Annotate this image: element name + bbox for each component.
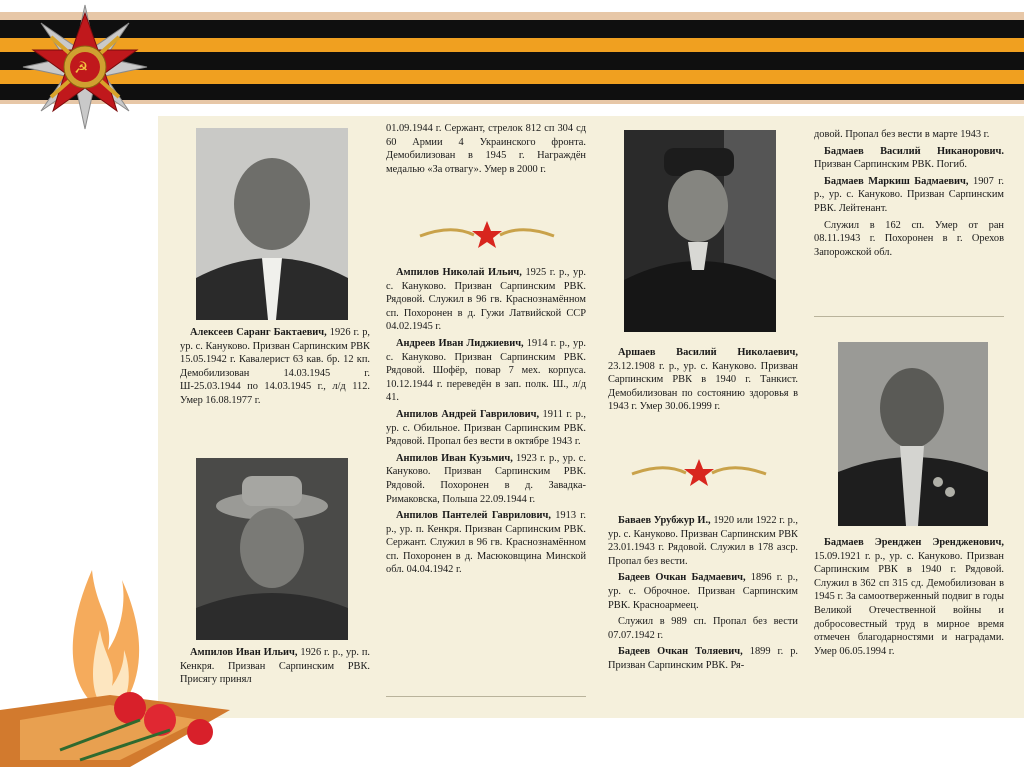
entry-text: Призван Сарпинским РВК. Погиб. [814, 159, 967, 171]
entry-column-3-main [608, 514, 798, 676]
column-divider [814, 316, 1004, 317]
entry-text: Служил в 162 сп. Умер от ран 08.11.1943 г. Похоронен в г. Орехов Запорожской обл. [814, 219, 1004, 258]
entry-text: 15.09.1921 г. р., ур. с. Кануково. Призван Сарпинским РВК в 1940 г. Рядовой. Служил в 362 сп 315 сд. Демобилизован в 1945 г. За самоотверженный подвиг в годы Великой Отечественной войны и добросовестный труд в мирное время отмечен благодарностями и наградами. Умер 06.05.1994 г. [814, 550, 1004, 657]
order-of-patriotic-war-icon [20, 2, 150, 132]
entry-column-1-top [180, 326, 370, 411]
column-divider [386, 696, 586, 697]
entry-text: 1907 г. р., ур. с. Кануково. Призван Сарпинским РВК. Лейтенант. [814, 175, 1004, 214]
entry-name: Бадеев Очкан Толяевич, [618, 646, 743, 658]
st-george-ribbon [0, 12, 1024, 104]
entry-text: 01.09.1944 г. Сержант, стрелок 812 сп 304 сд 60 Армии 4 Украинского фронта. Демобилизован в 1945 г. Награждён медалью «За отвагу». Умер в 2000 г. [386, 123, 586, 175]
entry-text: 1914 г. р., ур. с. Кануково. Призван Сарпинским РВК. Рядовой. Шофёр, повар 7 мех. корпуса. 10.12.1944 г. переведён в зап. полк. Ш., л/д 41. [386, 337, 586, 404]
entry-column-4-top [814, 128, 1004, 262]
entry-text: довой. Пропал без вести в марте 1943 г. [814, 129, 990, 140]
entry-column-3-top [608, 346, 798, 417]
entry-name: Бадмаев Эренджен Эрендженович, [824, 537, 1004, 548]
entry-column-2-top [386, 122, 586, 179]
entry-column-4-bottom [814, 536, 1004, 661]
entry-name: Аршаев Василий Николаевич, [618, 347, 798, 358]
entry-name: Бадмаев Маркиш Бадмаевич, [824, 175, 969, 187]
entry-text: 1896 г. р., ур. с. Оброчное. Призван Сарпинским РВК. Красноармеец. [608, 572, 798, 611]
star-laurel-ornament-icon [412, 220, 562, 250]
memorial-book-page [158, 116, 1024, 718]
entry-name: Анпилов Андрей Гаврилович, [396, 408, 540, 420]
entry-name: Бадеев Очкан Бадмаевич, [618, 572, 746, 584]
entry-text: 1911 г. р., ур. с. Обильное. Призван Сарпинским РВК. Рядовой. Пропал без вести в октябре 1943 г. [386, 408, 586, 448]
svg-text:☭: ☭ [74, 58, 89, 77]
entry-name: Андреев Иван Лиджиевич, [396, 337, 524, 349]
portrait-photo-badmaev-erendzhen [838, 342, 988, 526]
entry-name: Анпилов Пантелей Гаврилович, [396, 510, 551, 522]
entry-name: Ампилов Иван Ильич, [190, 647, 298, 658]
entry-text: 1913 г. р., ур. п. Кенкря. Призван Сарпинским РВК. Сержант. Служил в 96 гв. Краснознамённом сп. Похоронен в д. Масюковщина Минской обл. 04.04.1942 г. [386, 510, 586, 576]
entry-name: Баваев Урубжур И., [618, 515, 711, 526]
entry-text: 1925 г. р., ур. с. Кануково. Призван Сарпинским РВК. Рядовой. Служил в 96 гв. Краснознамённом сп. Похоронен в д. Гужи Латвийской ССР 04.02.1945 г. [386, 267, 586, 333]
portrait-photo-alekseev [196, 128, 348, 320]
entry-name: Ампилов Николай Ильич, [396, 267, 522, 278]
entry-text: 1920 или 1922 г. р., ур. с. Кануково. Призван Сарпинским РВК 23.01.1943 г. Рядовой. Служил в 178 азср. Пропал без вести. [608, 515, 798, 567]
star-laurel-ornament-icon [624, 458, 774, 488]
entry-text: 1926 г. р, ур. с. Кануково. Призван Сарпинским РВК 15.05.1942 г. Кавалерист 63 кав. бр. 12 кп. Демобилизован 14.03.1945 г. Ш-25.03.1944 по 14.03.1945 г., л/д 112. Умер 16.08.1977 г. [180, 327, 371, 406]
entry-column-2-main [386, 266, 586, 580]
eternal-flame-icon [0, 560, 230, 767]
entry-text: 1926 г. р., ур. п. Кенкря. Призван Сарпинским РВК. Присягу принял [180, 647, 370, 686]
entry-text: 1923 г. р., ур. с. Кануково. Призван Сарпинским РВК. Рядовой. Похоронен в д. Завадка-Римаковска, Польша 22.09.1944 г. [386, 452, 586, 505]
entry-name: Бадмаев Василий Никанорович. [824, 145, 1004, 157]
entry-text: Служил в 989 сп. Пропал без вести 07.07.1942 г. [608, 616, 798, 641]
entry-text: 1899 г. р. Призван Сарпинским РВК. Ря- [608, 646, 798, 671]
entry-name: Алексеев Саранг Бактаевич, [190, 327, 327, 338]
entry-name: Анпилов Иван Кузьмич, [396, 452, 513, 464]
portrait-photo-arshaev [624, 130, 776, 332]
entry-text: 23.12.1908 г. р., ур. с. Кануково. Призван Сарпинским РВК в 1940 г. Танкист. Демобилизован по состоянию здоровья в 1943 г. Умер 30.06.1999 г. [608, 360, 798, 413]
